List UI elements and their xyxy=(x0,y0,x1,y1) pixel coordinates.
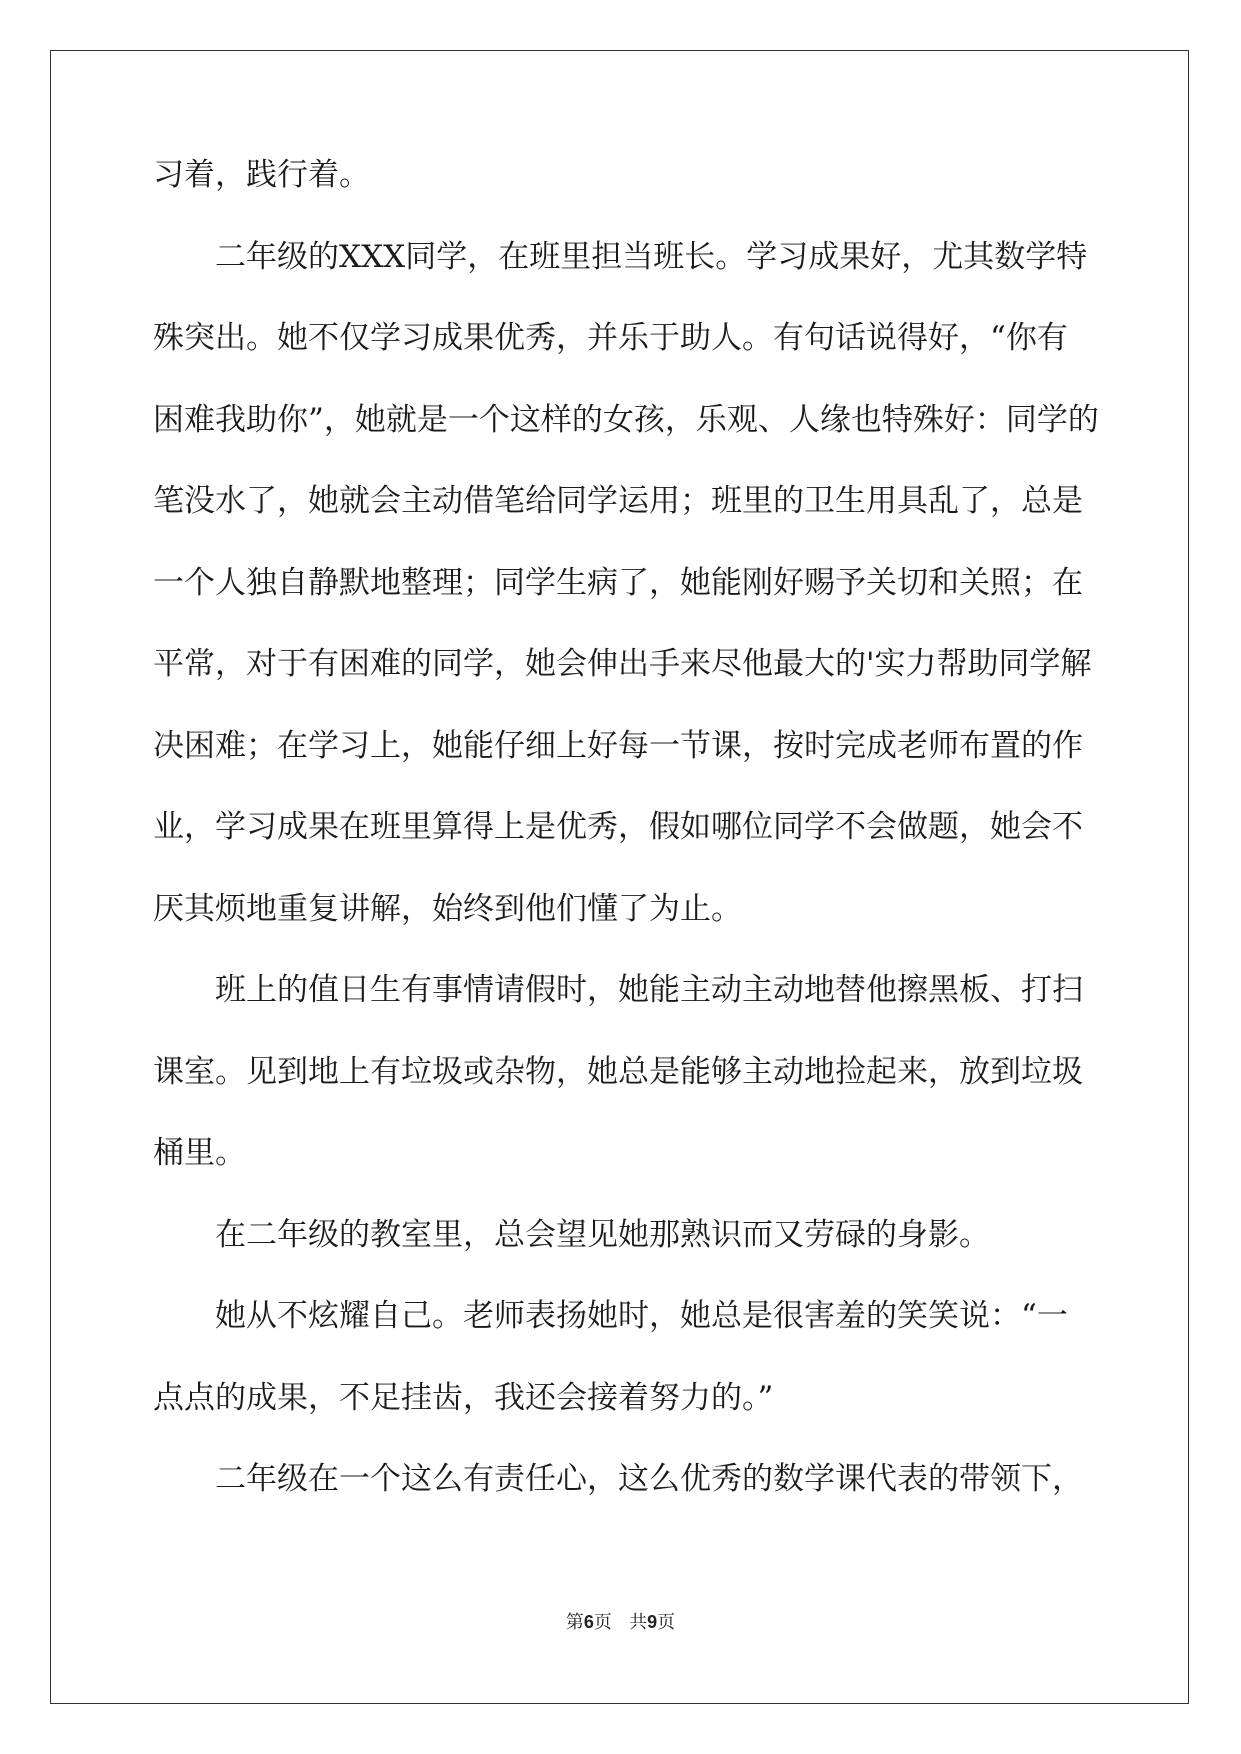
current-page-number: 6 xyxy=(583,1612,594,1632)
page-number-footer xyxy=(0,1608,1241,1634)
text-line: 厌其烦地重复讲解，始终到他们懂了为止。 xyxy=(153,890,742,927)
paragraph-start-line: 班上的值日生有事情请假时，她能主动主动地替他擦黑板、打扫 xyxy=(215,972,1083,1008)
text-line: 决困难；在学习上，她能仔细上好每一节课，按时完成老师布置的作 xyxy=(153,727,1083,764)
text-line: 点点的成果，不足挂齿，我还会接着努力的。” xyxy=(153,1379,774,1416)
text-line: 笔没水了，她就会主动借笔给同学运用；班里的卫生用具乱了，总是 xyxy=(153,483,1083,519)
text-line: 习着，践行着。 xyxy=(153,157,370,193)
total-page-number: 9 xyxy=(647,1612,658,1632)
text-line: 课室。见到地上有垃圾或杂物，她总是能够主动地捡起来，放到垃圾 xyxy=(153,1053,1083,1090)
text-line: 业，学习成果在班里算得上是优秀，假如哪位同学不会做题，她会不 xyxy=(153,809,1083,845)
text-line: 桶里。 xyxy=(153,1135,246,1171)
text-line: 困难我助你”，她就是一个这样的女孩，乐观、人缘也特殊好：同学的 xyxy=(153,401,1099,438)
document-body xyxy=(153,157,1099,1546)
footer-middle: 页 共 xyxy=(593,1612,648,1633)
text-line: 殊突出。她不仅学习成果优秀，并乐于助人。有句话说得好，“你有 xyxy=(153,320,1068,356)
paragraph-start-line: 她从不炫耀自己。老师表扬她时，她总是很害羞的笑笑说：“一 xyxy=(215,1298,1068,1334)
paragraph-start-line: 在二年级的教室里，总会望见她那熟识而又劳碌的身影。 xyxy=(215,1216,990,1253)
footer-prefix: 第 xyxy=(565,1612,584,1633)
text-line: 一个人独自静默地整理；同学生病了，她能刚好赐予关切和关照；在 xyxy=(153,564,1083,601)
text-line: 平常，对于有困难的同学，她会伸出手来尽他最大的'实力帮助同学解 xyxy=(153,646,1092,682)
footer-suffix: 页 xyxy=(657,1612,676,1633)
paragraph-start-line: 二年级在一个这么有责任心，这么优秀的数学课代表的带领下， xyxy=(215,1461,1083,1497)
paragraph-start-line: 二年级的XXX同学，在班里担当班长。学习成果好，尤其数学特 xyxy=(215,238,1088,275)
